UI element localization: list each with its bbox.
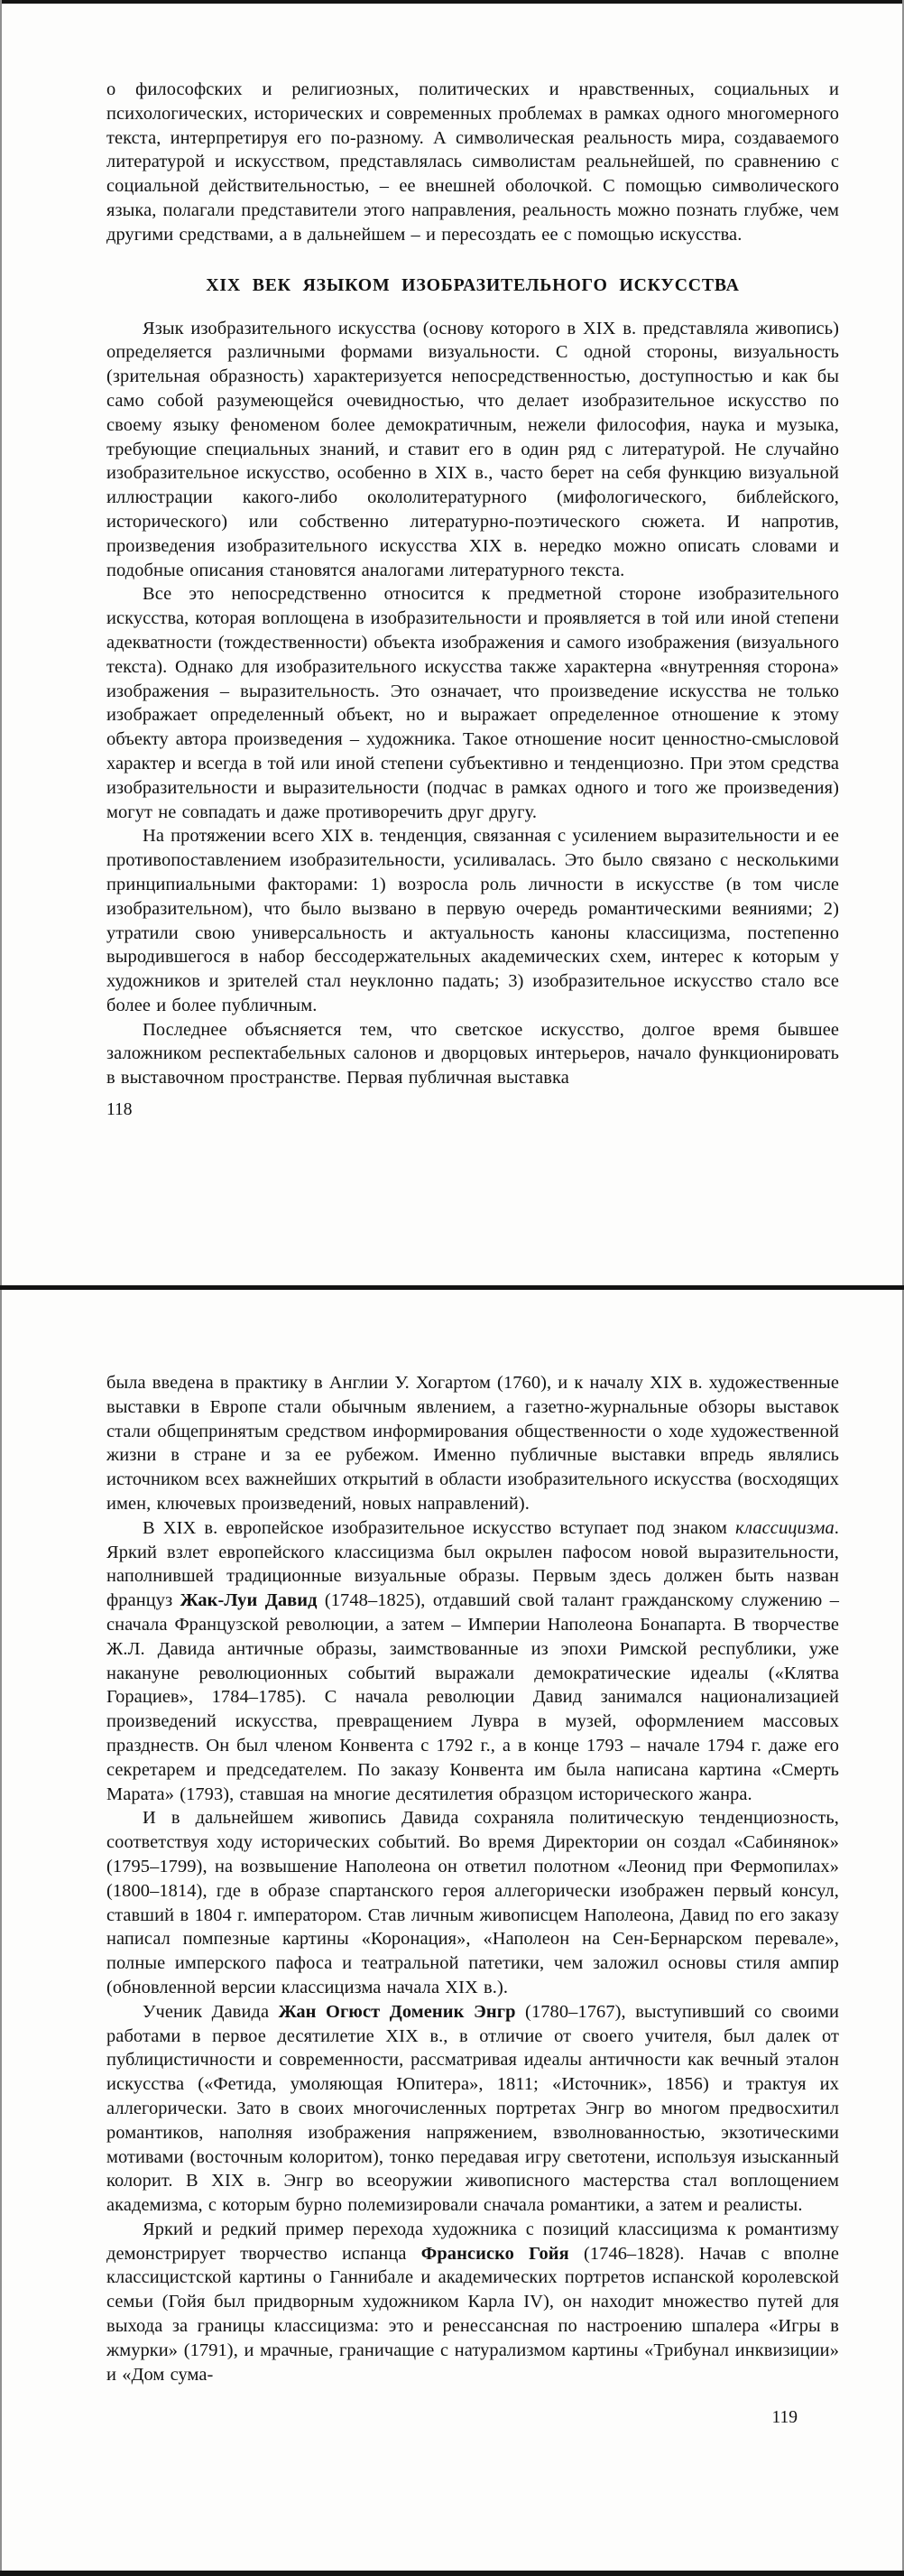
artist-name: Жак-Луи Давид xyxy=(180,1590,318,1611)
text-segment: И в дальнейшем живопись Давида сохраняла политическую тенденциозность, соответствуя ходу исторических событий. Во время Директории он создал «Сабинянок» (1795–1799), на возвышение Наполеона он ответил полотном «Леонид при Фермопилах» (1800–1814), где в образе спартанского героя аллегорически изображен первый консул, ставший в 1804 г. императором. Став личным живописцем Наполеона, Давид по его заказу написал помпезные картины «Коронация», «Наполеон на Сен-Бернарском перевале», полные имперского пафоса и театральной патетики, чем заложил основы стиля ампир (обновленной версии классицизма начала XIX в.). xyxy=(106,1808,839,1997)
text-segment: Последнее объясняется тем, что светское искусство, долгое время бывшее заложником респектабельных салонов и дворцовых интерьеров, начало функционировать в выставочном пространстве. Первая публичная выставка xyxy=(106,1019,839,1089)
paragraph xyxy=(106,1018,839,1090)
paragraph xyxy=(106,2218,839,2387)
paragraph xyxy=(106,824,839,1017)
text-segment: Яркий и редкий пример перехода художника с позиций классицизма к романтизму демонстрирует творчество испанца xyxy=(106,2219,839,2264)
paragraph xyxy=(106,1806,839,1999)
artist-name: Жан Огюст Доменик Энгр xyxy=(278,2001,516,2022)
section-heading xyxy=(106,273,839,298)
paragraph xyxy=(106,78,839,247)
paragraph xyxy=(106,582,839,824)
paragraph xyxy=(106,1371,839,1516)
paragraph xyxy=(106,317,839,583)
artist-name: Франсиско Гойя xyxy=(420,2243,569,2264)
text-segment: Все это непосредственно относится к предметной стороне изобразительного искусства, которая воплощена в изобразительности и проявляется в той или иной степени адекватности (тождественности) объекта изображения и самого изображения (визуального текста). Однако для изобразительного искусства также характерна «внутренняя сторона» изображения – выразительность. Это означает, что произведение искусства не только изображает определенный объект, но и выражает определенное отношение к этому объекту автора произведения – художника. Такое отношение носит ценностно-смысловой характер и всегда в той или иной степени субъективно и тенденциозно. При этом средства изобразительности и выразительности (подчас в рамках одного и того же произведения) могут не совпадать и даже противоречить друг другу. xyxy=(106,584,839,822)
book-page-119 xyxy=(106,1290,839,2430)
paragraph xyxy=(106,1516,839,1807)
text-segment: Ученик Давида xyxy=(143,2001,279,2022)
text-segment: (1746–1828). Начав с вполне классицистской картины о Ганнибале и академических портретов испанской королевской семьи (Гойя был придворным художником Карла IV), он находит множество путей для выхода за границы классицизма: это и ренессансная по настроению шпалера «Игры в жмурки» (1791), и мрачные, граничащие с натурализмом картины «Трибунал инквизиции» и «Дом сума- xyxy=(106,2243,839,2385)
paragraph xyxy=(106,2000,839,2218)
page-118-text xyxy=(106,78,839,1090)
text-segment: (1748–1825), отдавший свой талант гражданскому служению – сначала Французской революции, а затем – Империи Наполеона Бонапарта. В творчестве Ж.Л. Давида античные образы, заимствованные из эпохи Римской республики, уже накануне революционных событий выражали демократические идеалы («Клятва Горациев», 1784–1785). С начала революции Давид занимался национализацией произведений искусства, превращением Лувра в музей, оформлением массовых празднеств. Он был членом Конвента с 1792 г., а в конце 1793 – начале 1794 г. даже его секретарем и председателем. По заказу Конвента им была написана картина «Смерть Марата» (1793), ставшая на многие десятилетия образцом исторического жанра. xyxy=(106,1590,839,1804)
text-segment: . Яркий взлет европейского классицизма был окрылен пафосом новой выразительности, наполнившей традиционные визуальные образы. Первым здесь должен быть назван француз xyxy=(106,1517,839,1611)
text-segment: В XIX в. европейское изобразительное искусство вступает под знаком xyxy=(143,1517,736,1538)
text-segment: XIX ВЕК ЯЗЫКОМ ИЗОБРАЗИТЕЛЬНОГО ИСКУССТВА xyxy=(206,274,740,295)
text-segment: о философских и религиозных, политических и нравственных, социальных и психологических, исторических и современных проблемах в рамках одного многомерного текста, интерпретируя его по-разному. А символическая реальность мира, создаваемого литературой и искусством, представлялась символистам реальнейшей, по сравнению с социальной действительностью, – ее внешней оболочкой. С помощью символического языка, полагали представители этого направления, реальность можно познать глубже, чем другими средствами, а в дальнейшем – и пересоздать ее с помощью искусства. xyxy=(106,79,839,245)
emphasis-term: классицизма xyxy=(735,1517,835,1538)
scan-bottom-edge xyxy=(0,2571,904,2576)
page-119-text xyxy=(106,1371,839,2386)
book-page-118 xyxy=(106,0,839,1122)
text-segment: (1780–1767), выступивший со своими работами в первое десятилетие XIX в., в отличие от своего учителя, был далек от публицистичности и современности, рассматривая идеалы античности как вечный эталон искусства («Фетида, умоляющая Юпитера», 1811; «Источник», 1856) и трактуя их аллегорически. Зато в своих многочисленных портретах Энгр во многом предвосхитил романтиков, наполняя изображения напряжением, взволнованностью, экзотическими мотивами (восточным колоритом), тонко передавая игру светотени, используя изысканный колорит. В XIX в. Энгр во всеоружии живописного мастерства стал воплощением академизма, с которым бурно полемизировали сначала романтики, а затем и реалисты. xyxy=(106,2001,839,2216)
text-segment: Язык изобразительного искусства (основу которого в XIX в. представляла живопись) определяется различными формами визуальности. С одной стороны, визуальность (зрительная образность) характеризуется непосредственностью, доступностью и как бы само собой разумеющейся очевидностью, что делает изобразительное искусство по своему языку феноменом более демократичным, нежели философия, наука и музыка, требующие специальных знаний, и ставит его в один ряд с литературой. Не случайно изобразительное искусство, особенно в XIX в., часто берет на себя функцию визуальной иллюстрации какого-либо окололитературного (мифологического, библейского, исторического) или собственно литературно-поэтического сюжета. И напротив, произведения изобразительного искусства XIX в. нередко можно описать словами и подобные описания становятся аналогами литературного текста. xyxy=(106,318,839,580)
page-number-119: 119 xyxy=(771,2408,798,2428)
text-segment: была введена в практику в Англии У. Хогартом (1760), и к началу XIX в. художественные выставки в Европе стали обычным явлением, а газетно-журнальные обзоры выставок стали общепринятым средством информирования общественности о ходе художественной жизни в стране и за ее рубежом. Именно публичные выставки впредь являлись источником всех важнейших открытий в области изобразительного искусства (восходящих имен, ключевых произведений, новых направлений). xyxy=(106,1373,839,1514)
text-segment: На протяжении всего XIX в. тенденция, связанная с усилением выразительности и ее противопоставлением изобразительности, усиливалась. Это было связано с несколькими принципиальными факторами: 1) возросла роль личности в искусстве (в том числе изобразительном), что было вызвано в первую очередь романтическими веяниями; 2) утратили свою универсальность и актуальность каноны классицизма, постепенно выродившегося в набор бессодержательных академических схем, интерес к которым у художников и зрителей стал неуклонно падать; 3) изобразительное искусство стало все более и более публичным. xyxy=(106,826,839,1015)
page-number-118: 118 xyxy=(106,1100,133,1120)
